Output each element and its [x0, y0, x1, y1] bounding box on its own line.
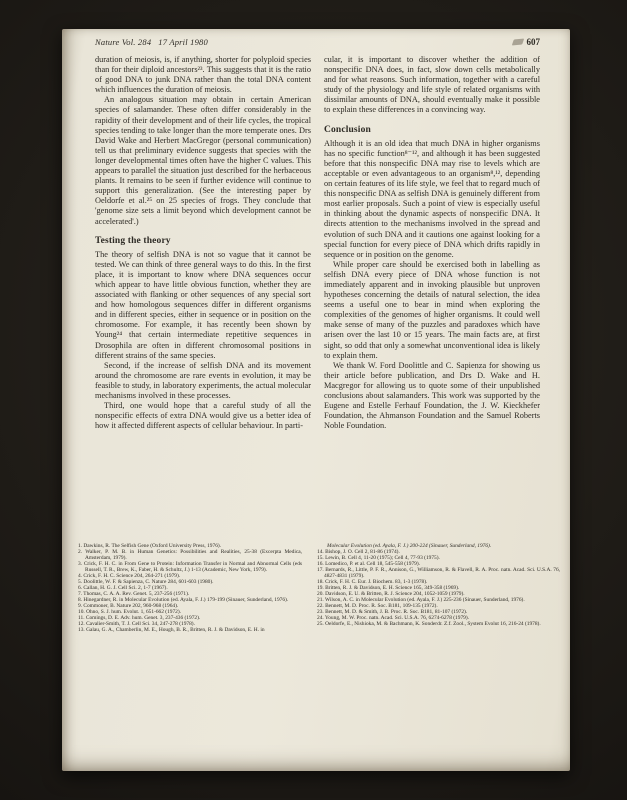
body-paragraph: Second, if the increase of selfish DNA and its movement around the chromosome are rare events in evolution, it may be feasible to study, in laboratory experiments, the actual molecular mechanisms involved in these processes. [95, 360, 311, 400]
body-paragraph: Third, one would hope that a careful study of all the nonspecific effects of extra DNA would give us a better idea of how it affected different aspects of cellular behaviour. In parti- [95, 401, 311, 431]
article-left-column [95, 55, 311, 527]
reference-entry: 3. Crick, F. H. C. in From Gene to Protein: Information Transfer in Normal and Abnormal Cells (eds Russell, T. R., Brew, K., Faber, H. & Schultz, J.) 1-13 (Academic, New York, 1979). [78, 561, 302, 573]
reference-entry: 4. Crick, F. H. C. Science 204, 264-271 (1979). [78, 573, 181, 579]
reference-entry: 16. Lomedico, P. et al. Cell 18, 545-558 (1979). [317, 561, 421, 567]
body-paragraph: Although it is an old idea that much DNA in higher organisms has no specific function⁸⁻¹², and although it has been suggested before that this nonspecific DNA may rise to levels which are acceptable or even advantageous to an organism⁸,¹², depending on certain features of its life style, we feel that to regard much of this nonspecific DNA as selfish DNA is genuinely different from most earlier proposals. Such a point of view is especially useful in thinking about the dynamic aspects of nonspecific DNA. It directs attention to the mechanisms involved in the spread and evolution of such DNA and it cautions one against looking for a special function for every piece of DNA which drifts rapidly in sequence or in position on the genome. [324, 138, 540, 259]
journal-page [62, 29, 570, 771]
reference-entry: 12. Cavalier-Smith, T. J. Cell Sci. 34, 247-278 (1978). [78, 621, 195, 627]
reference-entry: 18. Crick, F. H. C. Eur. J. Biochem. 83, 1-3 (1978). [317, 579, 428, 585]
section-heading-conclusion: Conclusion [324, 124, 371, 135]
reference-entry: 11. Comings, D. E. Adv. hum. Genet. 3, 237-436 (1972). [78, 615, 201, 621]
references-right-column [317, 543, 560, 633]
reference-entry: 10. Ohno, S. J. hum. Evolut. 1, 651-662 (1972). [78, 609, 182, 615]
body-paragraph: While proper care should be exercised both in labelling as selfish DNA every piece of DNA whose function is not immediately apparent and in invoking plausible but unproven hypotheses concerning the details of natural selection, the idea seems a useful one to bear in mind when exploring the complexities of the genomes of higher organisms. It could well make sense of many of the puzzles and paradoxes which have arisen over the last 10 or 15 years. The main facts are, at first sight, so odd that only a somewhat unconventional idea is likely to explain them. [324, 259, 540, 360]
reference-entry-continuation: Molecular Evolution (ed. Ayala, F. J.) 200-224 (Sinauer, Sunderland, 1976). [327, 543, 492, 549]
reference-entry: 14. Bishop, J. O. Cell 2, 81-86 (1974). [317, 549, 400, 555]
reference-entry: 22. Bennett, M. D. Proc. R. Soc. B181, 109-135 (1972). [317, 603, 438, 609]
section-heading-testing-the-theory: Testing the theory [95, 235, 171, 246]
reference-entry: 13. Galau, G. A., Chamberlin, M. E., Hough, B. R., Britten, R. J. & Davidson, E. H. in [78, 627, 265, 633]
references-section [78, 543, 560, 633]
reference-entry: 24. Young, M. W. Proc. natn. Acad. Sci. U.S.A. 76, 6274-6278 (1979). [317, 615, 469, 621]
journal-citation: Nature Vol. 284 17 April 1980 [95, 37, 208, 47]
reference-entry: 15. Lewin, B. Cell 4, 11-20 (1975); Cell 4, 77-93 (1975). [317, 555, 440, 561]
article-right-column [324, 55, 540, 527]
reference-entry: 19. Britten, R. J. & Davidson, E. H. Science 165, 349-358 (1969). [317, 585, 460, 591]
page-number-block [513, 37, 541, 47]
body-paragraph: The theory of selfish DNA is not so vague that it cannot be tested. We can think of three general ways to do this. In the first place, it is important to know where DNA sequences occur which appear to have little obvious function, whether they are associated with flanking or other sequences of any special sort and how homologous sequences differ in different organisms and in different species, either in sequence or in position on the chromosome. For example, it has recently been shown by Young²⁴ that certain intermediate repetitive sequences in Drosophila are often in different chromosomal positions in different strains of the same species. [95, 249, 311, 360]
reference-entry: 21. Wilson, A. C. in Molecular Evolution (ed. Ayala, F. J.) 225-236 (Sinauer, Sunderland, 1976). [317, 597, 525, 603]
reference-entry: 8. Hinegardner, R. in Molecular Evolution (ed. Ayala, F. J.) 179-199 (Sinauer, Sunderland, 1976). [78, 597, 289, 603]
reference-entry: 20. Davidson, E. U. & Britten, R. J. Science 204, 1052-1059 (1979). [317, 591, 465, 597]
reference-entry: 9. Commoner, B. Nature 202, 960-968 (1964). [78, 603, 179, 609]
page-header [95, 37, 540, 47]
reference-entry: 23. Bennett, M. D. & Smith, J. B. Proc. R. Soc. B181, 81-107 (1972). [317, 609, 468, 615]
reference-entry: 17. Bernards, R., Little, P. F. R., Annison, G., Williamson, R. & Flavell, R. A. Proc. natn. Acad. Sci. U.S.A. 76, 4827-4831 (1979). [317, 567, 560, 579]
body-paragraph: duration of meiosis, is, if anything, shorter for polyploid species than for their diploid ancestors²³. This suggests that it is the ratio of good DNA to junk DNA rather than the total DNA content which influences the duration of meiosis. [95, 55, 311, 95]
reference-entry: 5. Doolittle, W. F. & Sapienza, C. Nature 284, 601-603 (1980). [78, 579, 214, 585]
article-columns [95, 55, 540, 527]
reference-entry: 2. Walker, P. M. B. in Human Genetics: Possibilities and Realities, 25-38 (Excerpta Medica, Amsterdam, 1979). [78, 549, 302, 561]
reference-entry: 25. Oeldorfe, E., Nishioka, M. & Bachmann, K. Sonderdr. Z.f. Zool., System Evolut 16, 216-24 (1978). [317, 621, 541, 627]
corner-print-mark-icon [511, 38, 523, 45]
body-paragraph: We thank W. Ford Doolittle and C. Sapienza for showing us their article before publication, and Drs D. Wake and H. Macgregor for allowing us to quote some of their unpublished conclusions about salamanders. This work was supported by the Eugene and Estelle Ferhauf Foundation, the J. W. Kieckhefer Foundation, the Ahmanson Foundation and the Samuel Roberts Noble Foundation. [324, 360, 540, 431]
body-paragraph: An analogous situation may obtain in certain American species of salamander. These often differ considerably in the rapidity of their development and of their life cycles, the tropical species tending to take longer than the more temperate ones. Drs David Wake and Herbert MacGregor (personal communication) tell us that preliminary evidence suggests that species with the longer developmental times often have the higher C values. This appears to parallel the situation just described for the herbaceous plants. It remains to be seen if further evidence will continue to support this generalization. (See the interesting paper by Oeldorfe et al.²⁵ on 25 species of frogs. They conclude that 'genome size sets a limit beyond which development cannot be accelerated'.) [95, 95, 311, 226]
reference-entry: 1. Dawkins, R. The Selfish Gene (Oxford University Press, 1976). [78, 543, 222, 549]
references-left-column [78, 543, 302, 633]
reference-entry: 6. Callan, H. G. J. Cell Sci. 2, 1-7 (1967). [78, 585, 168, 591]
body-paragraph: cular, it is important to discover whether the addition of nonspecific DNA does, in fact, slow down cells metabolically and for what reasons. Such information, together with a careful study of the physiology and life style of related organisms with dissimilar amounts of DNA, should eventually make it possible to explain these differences in a convincing way. [324, 55, 540, 115]
reference-entry: 7. Thomas, C. A. A. Rev. Genet. 5, 237-256 (1971). [78, 591, 190, 597]
page-number: 607 [526, 37, 540, 47]
